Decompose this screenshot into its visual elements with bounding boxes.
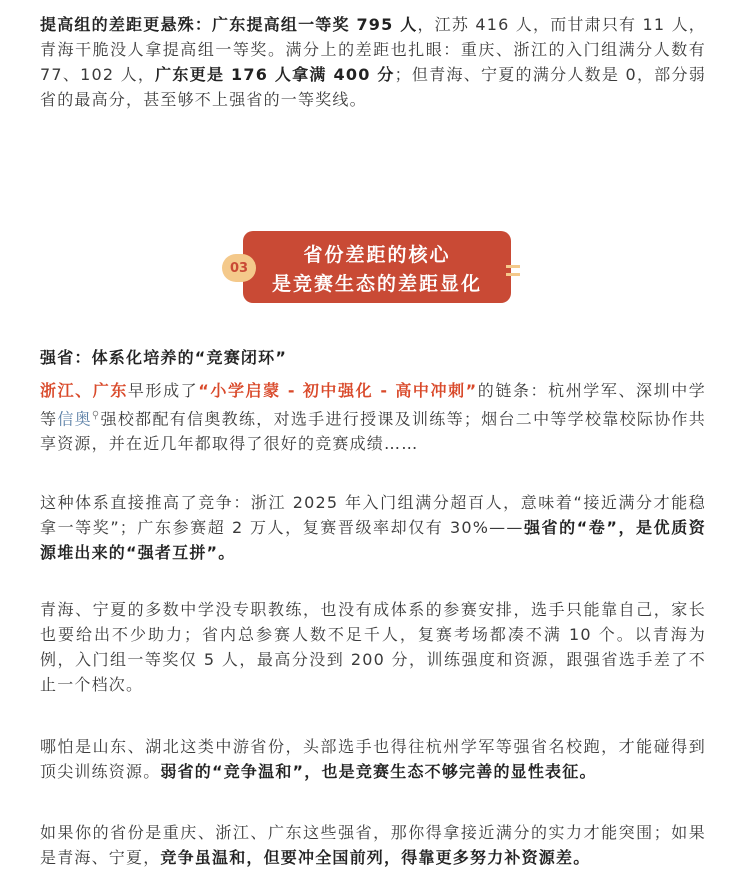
paragraph-strong-provinces — [40, 378, 706, 456]
decor-bar — [506, 273, 520, 276]
paragraph-competition — [40, 490, 706, 565]
section-subheading: 强省：体系化培养的“竞赛闭环” — [40, 348, 288, 367]
body-text: ，江苏 416 人，而甘肃只有 11 人，青海干脆没人拿提高组一等奖。满分上的差距也扎眼：重庆、浙江的入门组满分人数有 77、102 人， — [40, 15, 706, 84]
body-text: ；但青海、宁夏的满分人数是 0，部分弱省的最高分，甚至够不上强省的一等奖线。 — [40, 65, 706, 109]
paragraph-gap-stats — [40, 12, 706, 112]
paragraph-conclusion — [40, 820, 706, 870]
body-text: 如果你的省份是重庆、浙江、广东这些强省，那你得拿接近满分的实力才能突围；如果是青海、宁夏， — [40, 823, 706, 867]
bold-text: 提高组的差距更悬殊：广东提高组一等奖 795 人 — [40, 15, 418, 34]
keyword-link[interactable]: 信奥 — [57, 409, 92, 429]
body-text: 哪怕是山东、湖北这类中游省份，头部选手也得往杭州学军等强省名校跑，才能碰得到顶尖训练资源。 — [40, 737, 706, 781]
bold-text: 强省的“卷”，是优质资源堆出来的“强者互拼”。 — [40, 518, 706, 562]
section-number-badge: 03 — [222, 254, 256, 282]
paragraph-mid-provinces — [40, 734, 706, 784]
banner-title-line2: 是竞赛生态的差距显化 — [271, 273, 482, 295]
bold-text: 弱省的“竞争温和”，也是竞赛生态不够完善的显性表征。 — [160, 762, 597, 781]
bold-text: 广东更是 176 人拿满 400 分 — [155, 65, 395, 84]
body-text: 这种体系直接推高了竞争：浙江 2025 年入门组满分超百人，意味着“接近满分才能稳拿一等奖”；广东参赛超 2 万人，复赛晋级率却仅有 30%—— — [40, 493, 706, 537]
search-icon[interactable]: ⚲ — [91, 410, 101, 421]
body-text: 青海、宁夏的多数中学没专职教练，也没有成体系的参赛安排，选手只能靠自己，家长也要给出不少助力；省内总参赛人数不足千人，复赛考场都凑不满 10 个。以青海为例，入门组一等奖仅 5 人，最高分没到 200 分，训练强度和资源，跟强省选手差了不止一个档次。 — [40, 600, 706, 694]
bold-text: 竞争虽温和，但要冲全国前列，得靠更多努力补资源差。 — [160, 848, 591, 867]
accent-text: 浙江、广东 — [40, 381, 128, 400]
body-text: 早形成了 — [127, 381, 199, 400]
decor-bar — [506, 265, 520, 268]
paragraph-weak-provinces — [40, 597, 706, 697]
body-text: 强校都配有信奥教练，对选手进行授课及训练等；烟台二中等学校靠校际协作共享资源，并在近几年都取得了很好的竞赛成绩…… — [40, 409, 706, 454]
section-banner — [243, 231, 511, 303]
banner-title-line1: 省份差距的核心 — [303, 244, 451, 266]
accent-text: “小学启蒙 - 初中强化 - 高中冲刺” — [198, 381, 478, 400]
body-text: 的链条：杭州学军、深圳中学等 — [40, 381, 706, 429]
